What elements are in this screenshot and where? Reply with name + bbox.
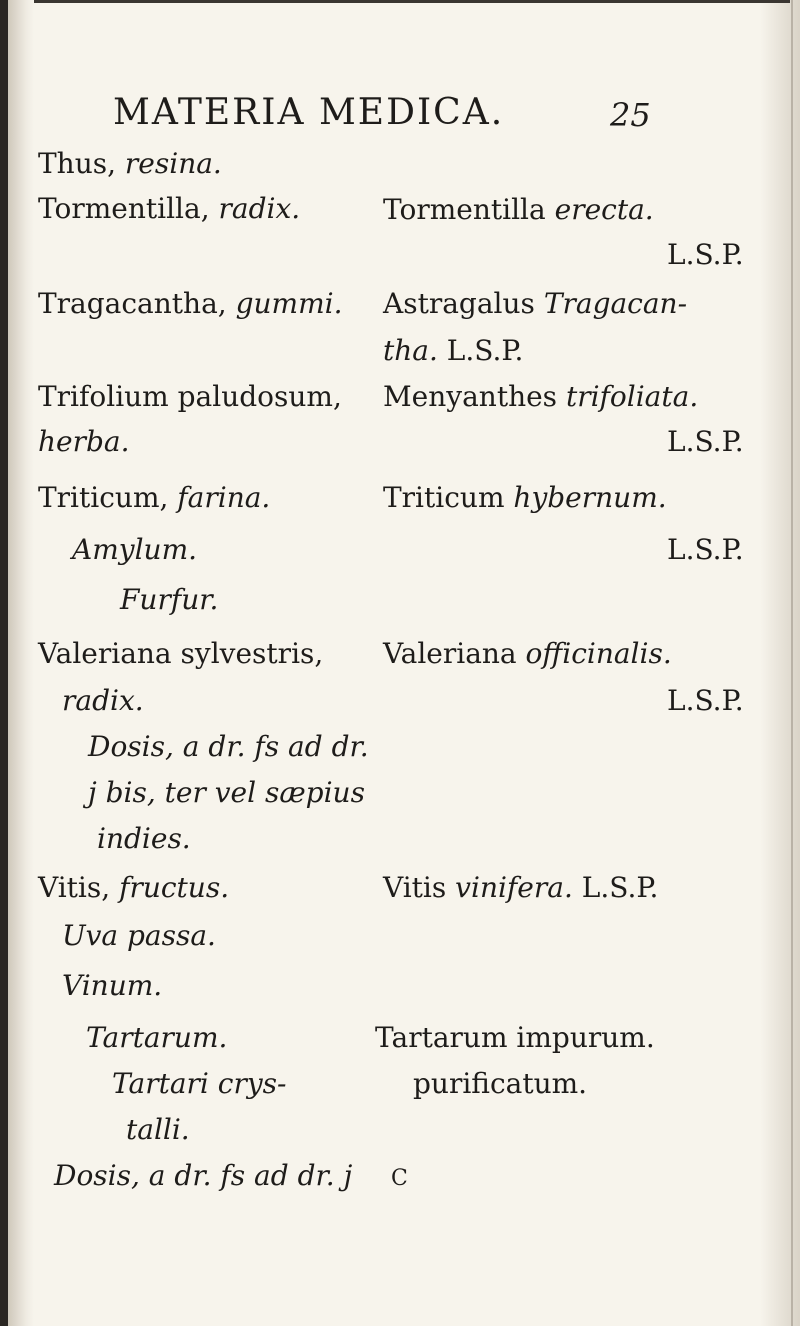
page-edge-shadow <box>760 0 800 1326</box>
plant-species: erecta. <box>554 193 654 226</box>
gutter-shadow <box>8 0 34 1326</box>
page-number: 25 <box>610 96 651 134</box>
entry-vitis <box>38 871 230 904</box>
tartarum-purificatum: purificatum. <box>413 1067 588 1100</box>
drug-name: Trifolium paludosum, <box>38 380 342 413</box>
vitis-uva: Uva passa. <box>62 919 216 952</box>
vitis-dosis: Dosis, a dr. fs ad dr. j <box>54 1159 353 1192</box>
plant-genus: Valeriana <box>383 637 517 670</box>
drug-name: Triticum, <box>38 481 169 514</box>
plant-species: officinalis. <box>525 637 672 670</box>
pharmacopoeia-ref: L.S.P. <box>446 334 524 367</box>
pharmacopoeia-ref: L.S.P. <box>667 425 744 458</box>
entry-tormentilla-erecta <box>383 193 654 226</box>
drug-part: radix. <box>218 192 301 225</box>
vitis-crystalli-1: Tartari crys- <box>112 1067 287 1100</box>
vitis-vinum: Vinum. <box>62 969 163 1002</box>
pharmacopoeia-ref: L.S.P. <box>667 238 744 271</box>
pharmacopoeia-ref: L.S.P. <box>667 684 744 717</box>
entry-astragalus <box>383 287 688 320</box>
plant-genus: Menyanthes <box>383 380 558 413</box>
plant-species: Tragacan- <box>543 287 688 320</box>
entry-menyanthes <box>383 380 699 413</box>
drug-name: Tragacantha, <box>38 287 227 320</box>
vitis-crystalli-2: talli. <box>126 1113 190 1146</box>
valeriana-dosis-2: j bis, ter vel sæpius <box>88 776 365 809</box>
entry-triticum-hybernum <box>383 481 667 514</box>
drug-name: Tormentilla, <box>38 192 210 225</box>
plant-species: trifoliata. <box>565 380 699 413</box>
drug-name: Thus, <box>38 147 117 180</box>
drug-name: Valeriana sylvestris, <box>38 637 324 670</box>
plant-genus: Tormentilla <box>383 193 546 226</box>
entry-triticum <box>38 481 271 514</box>
entry-tragacantha <box>38 287 343 320</box>
entry-tartarum-impurum: Tartarum impurum. <box>375 1021 655 1054</box>
book-spine <box>0 0 8 1326</box>
triticum-amylum: Amylum. <box>72 533 198 566</box>
valeriana-dosis-3: indies. <box>97 822 191 855</box>
drug-part: resina. <box>124 147 222 180</box>
plant-genus: Astragalus <box>383 287 535 320</box>
vitis-tartarum: Tartarum. <box>86 1021 228 1054</box>
drug-part: fructus. <box>119 871 230 904</box>
entry-trifolium <box>38 380 342 413</box>
drug-part: gummi. <box>235 287 343 320</box>
triticum-furfur: Furfur. <box>120 583 219 616</box>
entry-valeriana-officinalis <box>383 637 672 670</box>
astragalus-line-2 <box>383 334 524 367</box>
entry-thus <box>38 147 222 180</box>
plant-species-cont: tha. <box>383 334 438 367</box>
trifolium-part: herba. <box>38 425 130 458</box>
running-header <box>0 92 800 136</box>
top-rule <box>34 0 790 3</box>
entry-vitis-vinifera <box>383 871 659 904</box>
pharmacopoeia-ref: L.S.P. <box>581 871 659 904</box>
valeriana-dosis-1: Dosis, a dr. fs ad dr. <box>88 730 369 763</box>
pharmacopoeia-ref: L.S.P. <box>667 533 744 566</box>
plant-species: hybernum. <box>513 481 667 514</box>
entry-valeriana <box>38 637 324 670</box>
signature-mark: C <box>391 1166 408 1191</box>
drug-name: Vitis, <box>38 871 111 904</box>
entry-tormentilla <box>38 192 301 225</box>
page-title: MATERIA MEDICA. <box>113 92 505 133</box>
drug-part: farina. <box>177 481 271 514</box>
plant-species: vinifera. <box>455 871 573 904</box>
plant-genus: Triticum <box>383 481 505 514</box>
page-edge <box>791 0 793 1326</box>
valeriana-part: radix. <box>62 684 144 717</box>
plant-genus: Vitis <box>383 871 447 904</box>
